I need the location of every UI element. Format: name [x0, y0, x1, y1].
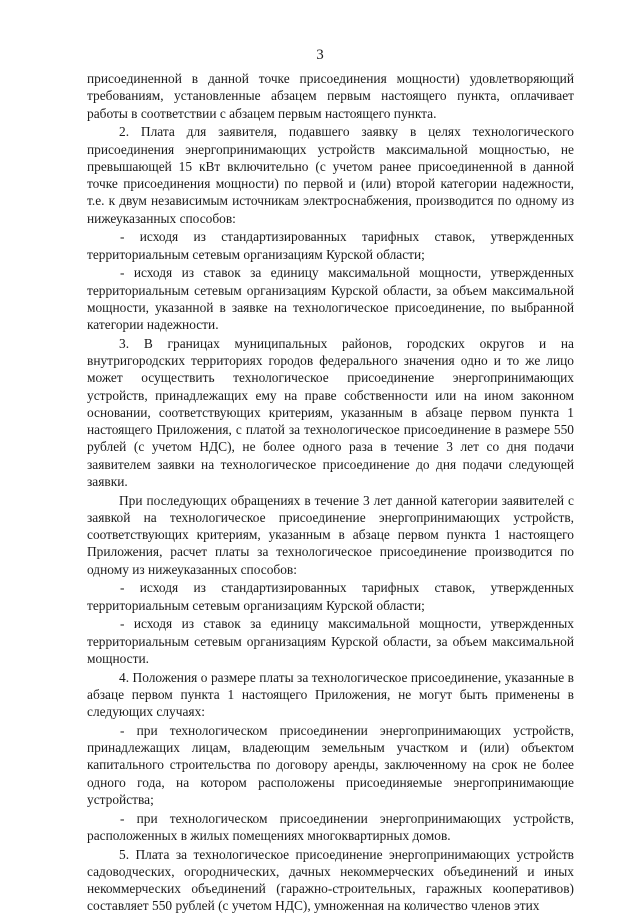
- paragraph-dash-max-power-rates-2: - исходя из ставок за единицу максимальной мощности, утвержденных территориальным сетевым организациям Курской области, за объем максимальной мощности.: [87, 616, 574, 666]
- paragraph-dash-standard-rates-2: - исходя из стандартизированных тарифных ставок, утвержденных территориальным сетевым организациям Курской области;: [87, 580, 574, 613]
- paragraph-item-5: 5. Плата за технологическое присоединение энергопринимающих устройств садоводческих, огороднических, дачных некоммерческих объединений и иных некоммерческих объединений (гаражно-строительных, гаражных кооперативов) составляет 550 рублей (с учетом НДС), умноженная на количество членов этих: [87, 846, 574, 914]
- paragraph-item-2: 2. Плата для заявителя, подавшего заявку в целях технологического присоединения энергопринимающих устройств максимальной мощностью, не превышающей 15 кВт включительно (с учетом ранее присоединенной в данной точке присоединения мощности) по первой и (или) второй категории надежности, т.е. к двум независимым источникам электроснабжения, производится по одному из нижеуказанных способов:: [87, 124, 574, 226]
- document-body: [87, 70, 574, 916]
- paragraph-continuation: присоединенной в данной точке присоединения мощности) удовлетворяющий требованиям, установленные абзацем первым настоящего пункта, оплачивает работы в соответствии с абзацем первым настоящего пункта.: [87, 71, 574, 121]
- paragraph-dash-apartment: - при технологическом присоединении энергопринимающих устройств, расположенных в жилых помещениях многоквартирных домов.: [87, 810, 574, 843]
- page-number: 3: [316, 47, 324, 63]
- paragraph-dash-lease: - при технологическом присоединении энергопринимающих устройств, принадлежащих лицам, владеющим земельным участком и (или) объектом капитального строительства по договору аренды, заключенному на срок не более одного года, на котором расположены присоединяемые энергопринимающие устройства;: [87, 722, 574, 807]
- paragraph-subsequent-requests: При последующих обращениях в течение 3 лет данной категории заявителей с заявкой на технологическое присоединение энергопринимающих устройств, соответствующих критериям, указанным в абзаце первом пункта 1 настоящего Приложения, расчет платы за технологическое присоединение производится по одному из нижеуказанных способов:: [87, 492, 574, 577]
- paragraph-item-4: 4. Положения о размере платы за технологическое присоединение, указанные в абзаце первом пункта 1 настоящего Приложения, не могут быть применены в следующих случаях:: [87, 669, 574, 719]
- paragraph-dash-standard-rates: - исходя из стандартизированных тарифных ставок, утвержденных территориальным сетевым организациям Курской области;: [87, 229, 574, 262]
- paragraph-dash-max-power-rates: - исходя из ставок за единицу максимальной мощности, утвержденных территориальным сетевым организациям Курской области, за объем максимальной мощности, указанной в заявке на технологическое присоединение, по выбранной категории надежности.: [87, 265, 574, 332]
- paragraph-item-3: 3. В границах муниципальных районов, городских округов и на внутригородских территориях городов федерального значения одно и то же лицо может осуществить технологическое присоединение энергопринимающих устройств, принадлежащих ему на праве собственности или на ином законном основании, соответствующих критериям, указанным в абзаце первом пункта 1 настоящего Приложения, с платой за технологическое присоединение в размере 550 рублей (с учетом НДС), не более одного раза в течение 3 лет со дня подачи заявителем заявки на технологическое присоединение до дня подачи следующей заявки.: [87, 335, 574, 489]
